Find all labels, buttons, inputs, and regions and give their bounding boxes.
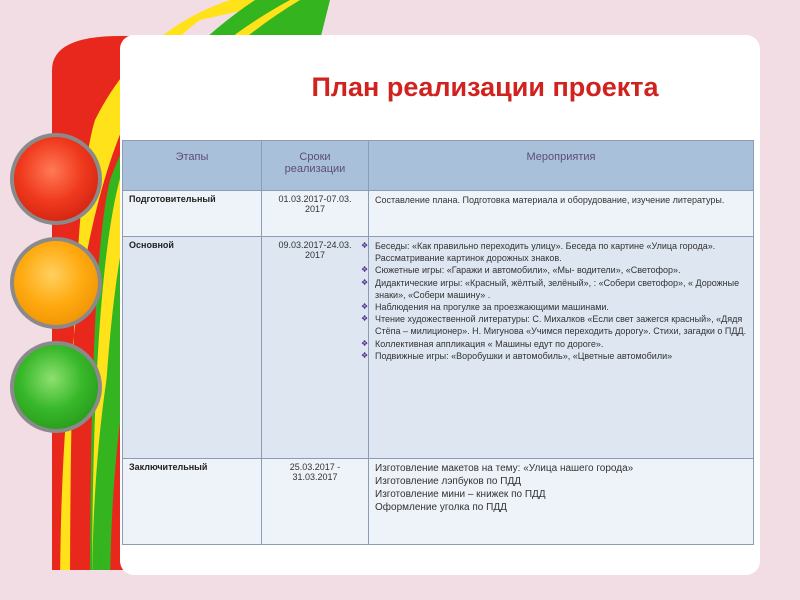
stage-cell: Заключительный (123, 459, 262, 545)
header-stages: Этапы (123, 141, 262, 191)
stage-cell: Основной (123, 237, 262, 459)
table-header-row (123, 141, 754, 191)
project-plan-table (122, 140, 754, 545)
list-item: Оформление уголка по ПДД (375, 502, 507, 513)
diamond-bullet-icon: ❖ (361, 265, 369, 275)
table-row (123, 191, 754, 237)
list-item: ❖ Наблюдения на прогулке за проезжающими машинами. (361, 302, 609, 313)
list-item: ❖ Коллективная аппликация « Машины едут по дороге». (361, 338, 604, 349)
events-list (359, 240, 747, 362)
diamond-bullet-icon: ❖ (361, 241, 369, 250)
list-item: ❖ Чтение художественной литературы: С. Михалков «Если свет зажегся красный», «Дядя Стёпа – милиционер». Н. Мигунова «Учимся переходить дорогу». Стихи, загадки о ПДД. (361, 314, 747, 337)
list-item: Изготовление лэпбуков по ПДД (375, 476, 521, 487)
diamond-bullet-icon: ❖ (361, 314, 369, 324)
traffic-light-green (10, 341, 102, 433)
stage-cell: Подготовительный (123, 191, 262, 237)
events-cell (361, 237, 754, 459)
table-row (123, 237, 754, 459)
diamond-bullet-icon: ❖ (361, 277, 369, 287)
traffic-light-yellow (10, 237, 102, 329)
dates-cell: 25.03.2017 - 31.03.2017 (262, 459, 369, 545)
events-cell: Составление плана. Подготовка материала и оборудование, изучение литературы. (369, 191, 754, 237)
list-item: Изготовление мини – книжек по ПДД (375, 489, 546, 500)
list-item: ❖ Сюжетные игры: «Гаражи и автомобили», «Мы- водители», «Светофор». (361, 265, 681, 276)
list-item: ❖ Подвижные игры: «Воробушки и автомобиль», «Цветные автомобили» (361, 350, 673, 361)
diamond-bullet-icon: ❖ (361, 350, 369, 360)
list-item: ❖ Дидактические игры: «Красный, жёлтый, зелёный», : «Собери светофор», « Дорожные знаки», «Собери машину» . (361, 277, 740, 300)
list-item: ❖ Беседы: «Как правильно переходить улицу». Беседа по картине «Улица города». Рассматривание картинок дорожных знаков. (361, 241, 716, 264)
dates-cell: 01.03.2017-07.03. 2017 (262, 191, 369, 237)
list-item: Изготовление макетов на тему: «Улица нашего города» (375, 463, 634, 474)
header-dates: Сроки реализации (262, 141, 369, 191)
diamond-bullet-icon: ❖ (361, 338, 369, 348)
page-title: План реализации проекта (311, 72, 659, 102)
header-events: Мероприятия (369, 141, 754, 191)
events-cell (369, 459, 754, 545)
traffic-light-red (10, 133, 102, 225)
dates-cell: 09.03.2017-24.03. 2017 (262, 237, 369, 459)
table-row (123, 459, 754, 545)
diamond-bullet-icon: ❖ (361, 302, 369, 312)
